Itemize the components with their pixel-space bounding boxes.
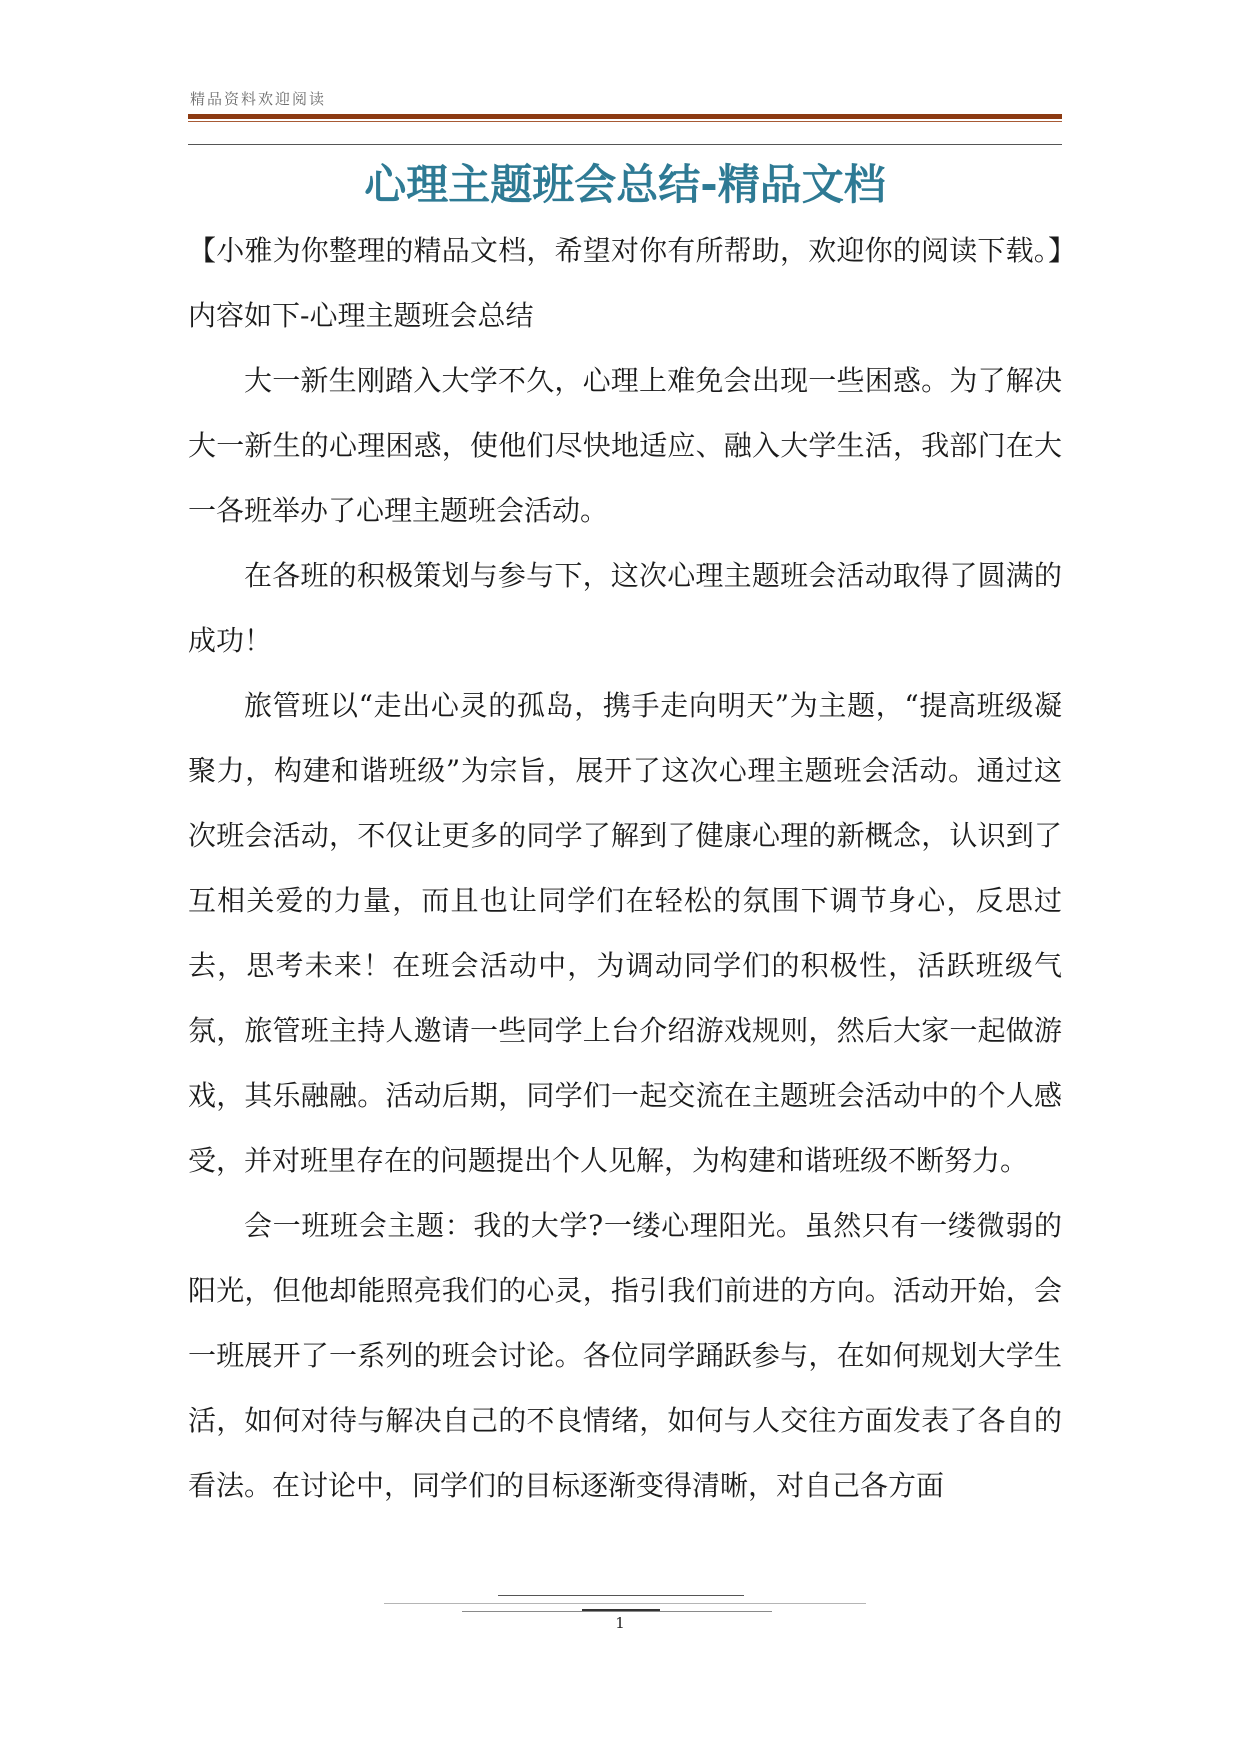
title-top-divider bbox=[188, 144, 1062, 145]
body-paragraph-4: 会一班班会主题：我的大学?一缕心理阳光。虽然只有一缕微弱的阳光，但他却能照亮我们的心灵，指引我们前进的方向。活动开始，会一班展开了一系列的班会讨论。各位同学踊跃参与，在如何规划大学生活，如何对待与解决自己的不良情绪，如何与人交往方面发表了各自的看法。在讨论中，同学们的目标逐渐变得清晰，对自己各方面 bbox=[188, 1209, 1062, 1502]
page-header-label: 精品资料欢迎阅读 bbox=[190, 90, 327, 108]
document-title: 心理主题班会总结-精品文档 bbox=[364, 160, 886, 209]
body-paragraph-1: 大一新生刚踏入大学不久，心理上难免会出现一些困惑。为了解决大一新生的心理困惑，使他们尽快地适应、融入大学生活，我部门在大一各班举办了心理主题班会活动。 bbox=[188, 364, 1062, 527]
body-paragraph-3: 旅管班以“走出心灵的孤岛，携手走向明天”为主题，“提高班级凝聚力，构建和谐班级”为宗旨，展开了这次心理主题班会活动。通过这次班会活动，不仅让更多的同学了解到了健康心理的新概念，认识到了互相关爱的力量，而且也让同学们在轻松的氛围下调节身心，反思过去，思考未来！在班会活动中，为调动同学们的积极性，活跃班级气氛，旅管班主持人邀请一些同学上台介绍游戏规则，然后大家一起做游戏，其乐融融。活动后期，同学们一起交流在主题班会活动中的个人感受，并对班里存在的问题提出个人见解，为构建和谐班级不断努力。 bbox=[188, 689, 1062, 1177]
footer-divider-upper bbox=[498, 1595, 744, 1596]
header-divider-thin bbox=[188, 121, 1062, 122]
document-body bbox=[188, 218, 1062, 1518]
footer-divider-wide bbox=[384, 1603, 866, 1604]
intro-paragraph: 【小雅为你整理的精品文档，希望对你有所帮助，欢迎你的阅读下载。】内容如下-心理主题班会总结 bbox=[188, 234, 1062, 332]
body-paragraph-2: 在各班的积极策划与参与下，这次心理主题班会活动取得了圆满的成功！ bbox=[188, 559, 1062, 657]
header-divider-thick bbox=[188, 114, 1062, 119]
footer-divider-lower bbox=[462, 1611, 772, 1612]
page-number: 1 bbox=[615, 1614, 625, 1632]
